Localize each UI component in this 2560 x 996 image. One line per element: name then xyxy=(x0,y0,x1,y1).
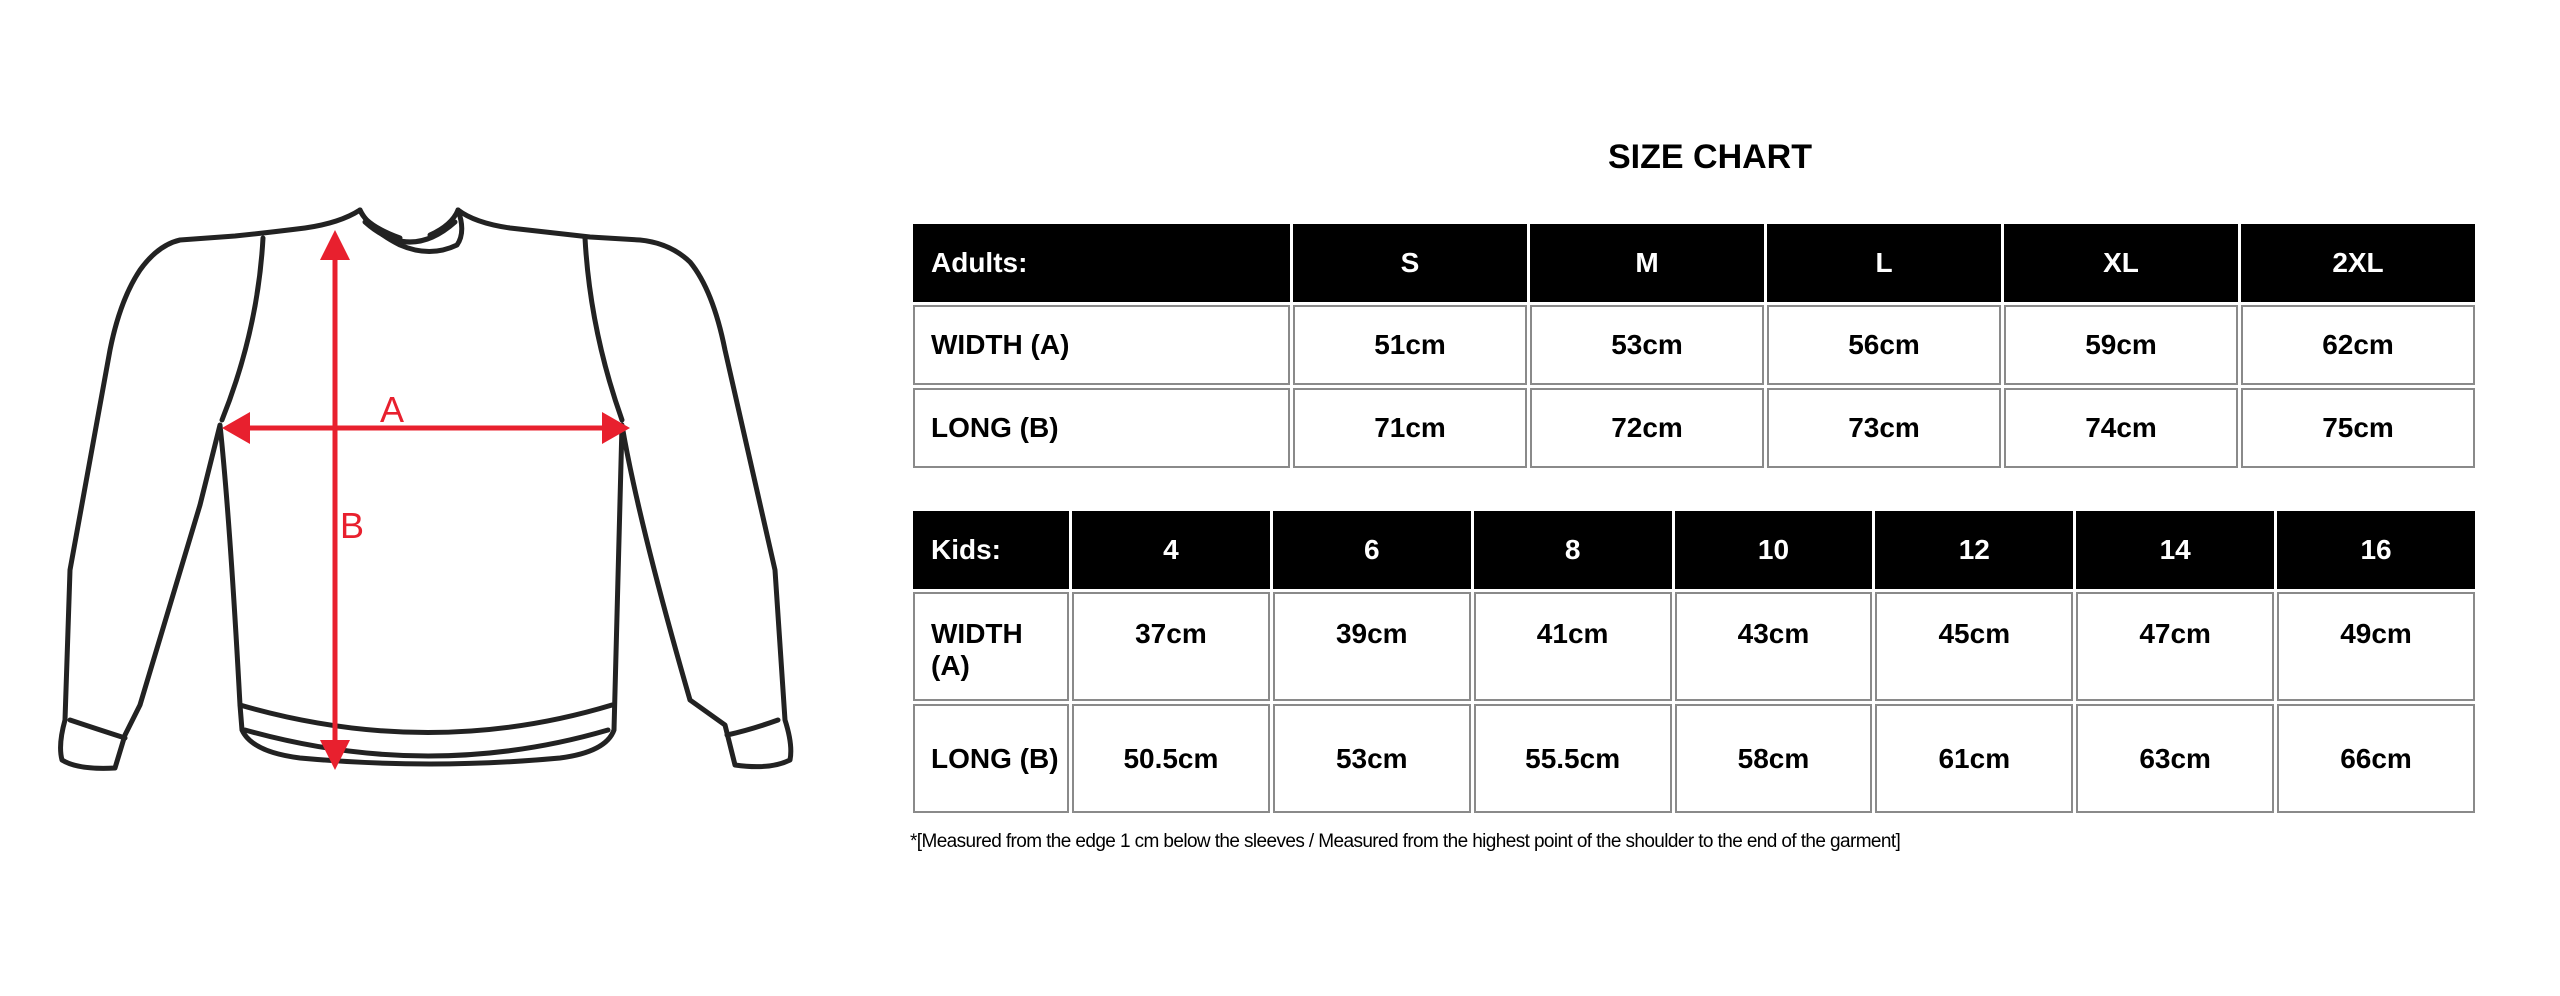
table-cell: 55.5cm xyxy=(1474,704,1672,813)
measurement-footnote: *[Measured from the edge 1 cm below the sleeves / Measured from the highest point of the shoulder to the end of the garment] xyxy=(910,831,1901,852)
kids-size-8: 8 xyxy=(1474,511,1672,589)
table-cell: 51cm xyxy=(1293,305,1527,385)
table-cell: 39cm xyxy=(1273,592,1471,701)
adults-size-xl: XL xyxy=(2004,224,2238,302)
size-chart-title: SIZE CHART xyxy=(1608,138,1812,176)
kids-long-row xyxy=(913,704,2475,813)
kids-size-14: 14 xyxy=(2076,511,2274,589)
table-cell: 72cm xyxy=(1530,388,1764,468)
kids-size-12: 12 xyxy=(1875,511,2073,589)
adults-long-row xyxy=(913,388,2475,468)
table-cell: 53cm xyxy=(1530,305,1764,385)
sweater-outline xyxy=(61,210,791,768)
kids-header-label: Kids: xyxy=(913,511,1069,589)
table-cell: 41cm xyxy=(1474,592,1672,701)
table-cell: 62cm xyxy=(2241,305,2475,385)
table-cell: 74cm xyxy=(2004,388,2238,468)
adults-size-table xyxy=(910,221,2478,471)
kids-size-table xyxy=(910,508,2478,816)
table-cell: 58cm xyxy=(1675,704,1873,813)
table-cell: 49cm xyxy=(2277,592,2475,701)
table-cell: 56cm xyxy=(1767,305,2001,385)
table-cell: 37cm xyxy=(1072,592,1270,701)
row-label: WIDTH (A) xyxy=(913,592,1069,701)
length-arrow-top-head xyxy=(320,230,350,260)
length-arrow-bottom-head xyxy=(320,740,350,770)
adults-size-2xl: 2XL xyxy=(2241,224,2475,302)
table-cell: 59cm xyxy=(2004,305,2238,385)
kids-size-4: 4 xyxy=(1072,511,1270,589)
table-cell: 61cm xyxy=(1875,704,2073,813)
adults-size-l: L xyxy=(1767,224,2001,302)
table-cell: 75cm xyxy=(2241,388,2475,468)
table-cell: 50.5cm xyxy=(1072,704,1270,813)
label-a: A xyxy=(380,389,405,430)
table-cell: 43cm xyxy=(1675,592,1873,701)
sweater-measurement-diagram xyxy=(50,195,810,815)
kids-header-row xyxy=(913,511,2475,589)
label-b: B xyxy=(340,505,365,546)
row-label: WIDTH (A) xyxy=(913,305,1290,385)
kids-width-row xyxy=(913,592,2475,701)
width-arrow-left-head xyxy=(222,412,250,444)
table-cell: 47cm xyxy=(2076,592,2274,701)
adults-header-row xyxy=(913,224,2475,302)
kids-size-10: 10 xyxy=(1675,511,1873,589)
adults-header-label: Adults: xyxy=(913,224,1290,302)
kids-size-16: 16 xyxy=(2277,511,2475,589)
adults-width-row xyxy=(913,305,2475,385)
row-label: LONG (B) xyxy=(913,388,1290,468)
adults-size-s: S xyxy=(1293,224,1527,302)
row-label: LONG (B) xyxy=(913,704,1069,813)
table-cell: 73cm xyxy=(1767,388,2001,468)
table-cell: 53cm xyxy=(1273,704,1471,813)
table-cell: 71cm xyxy=(1293,388,1527,468)
adults-size-m: M xyxy=(1530,224,1764,302)
table-cell: 63cm xyxy=(2076,704,2274,813)
kids-size-6: 6 xyxy=(1273,511,1471,589)
measurement-arrows xyxy=(222,230,630,770)
table-cell: 66cm xyxy=(2277,704,2475,813)
table-cell: 45cm xyxy=(1875,592,2073,701)
